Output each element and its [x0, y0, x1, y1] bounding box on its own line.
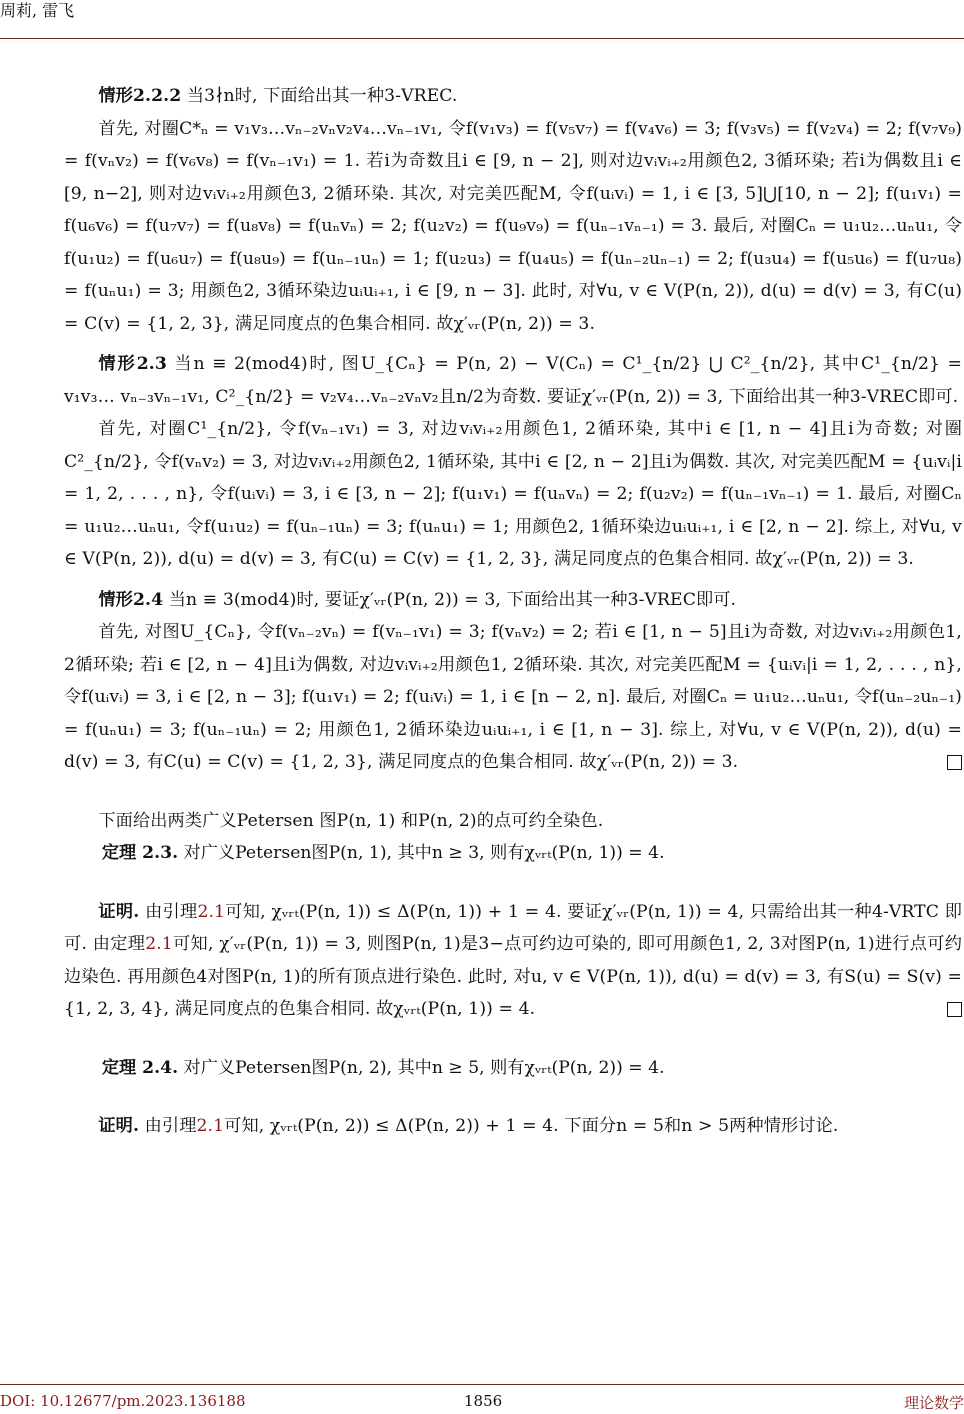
proof-text: 由引理: [144, 1116, 197, 1136]
theorem-link[interactable]: 2.1: [145, 934, 173, 954]
proof-text: 可知, χᵥᵣₜ(P(n, 2)) ≤ Δ(P(n, 2)) + 1 = 4. 下面分n = 5和n > 5两种情形讨论.: [224, 1116, 839, 1136]
page-number: 1856: [464, 1392, 503, 1410]
case-heading: 情形2.2.2: [98, 86, 182, 106]
spacer: [64, 870, 962, 896]
proof-heading: 证明.: [98, 901, 140, 922]
main-content: [64, 72, 962, 1143]
paragraph-case-2-2-2-construction: 首先, 对圈C*ₙ = v₁v₃…vₙ₋₂vₙv₂v₄…vₙ₋₁v₁, 令f(v₁v₃) = f(v₅v₇) = f(v₄v₆) = 3; f(v₃v₅) = f(v₂v₄) = 2; f(v₇v₉) = f(vₙv₂) = f(v₆v₈) = f(vₙ₋₁v₁) = 1. 若i为奇数且i ∈ [9, n − 2], 则对边vᵢvᵢ₊₂用颜色2, 3循环染; 若i为偶数且i ∈ [9, n−2], 则对边vᵢvᵢ₊₂用颜色3, 2循环染. 其次, 对完美匹配M, 令f(uᵢvᵢ) = 1, i ∈ [3, 5]⋃[10, n − 2]; f(u₁v₁) = f(u₆v₆) = f(u₇v₇) = f(u₈v₈) = f(uₙvₙ) = 2; f(u₂v₂) = f(u₉v₉) = f(uₙ₋₁vₙ₋₁) = 3. 最后, 对圈Cₙ = u₁u₂…uₙu₁, 令f(u₁u₂) = f(u₆u₇) = f(u₈u₉) = f(uₙ₋₁uₙ) = 1; f(u₂u₃) = f(u₄u₅) = f(uₙ₋₂uₙ₋₁) = 2; f(u₃u₄) = f(u₅u₆) = f(u₇u₈) = f(uₙu₁) = 3; 用颜色2, 3循环染边uᵢuᵢ₊₁, i ∈ [9, n − 3]. 此时, 对∀u, v ∈ V(P(n, 2)), d(u) = d(v) = 3, 有C(u) = C(v) = {1, 2, 3}, 满足同度点的色集合相同. 故χ′ᵥᵣ(P(n, 2)) = 3.: [64, 118, 962, 334]
case-2-4: [64, 584, 962, 617]
case-heading: 情形2.4: [98, 589, 164, 610]
paragraph-case-2-3-construction: 首先, 对圈C¹_{n/2}, 令f(vₙ₋₁v₁) = 3, 对边vᵢvᵢ₊₂用颜色1, 2循环染, 其中i ∈ [1, n − 4]且i为奇数; 对圈C²_{n/2}, 令f(vₙv₂) = 3, 对边vᵢvᵢ₊₂用颜色2, 1循环染, 其中i ∈ [2, n − 2]且i为偶数. 其次, 对完美匹配M = {uᵢvᵢ|i = 1, 2, . . . , n}, 令f(uᵢvᵢ) = 3, i ∈ [3, n − 2]; f(u₁v₁) = f(uₙvₙ) = 2; f(u₂v₂) = f(uₙ₋₁vₙ₋₁) = 1. 最后, 对圈Cₙ = u₁u₂…uₙu₁, 令f(u₁u₂) = f(uₙ₋₁uₙ) = 3; f(uₙu₁) = 1; 用颜色2, 1循环染边uᵢuᵢ₊₁, i ∈ [2, n − 2]. 综上, 对∀u, v ∈ V(P(n, 2)), d(u) = d(v) = 3, 有C(u) = C(v) = {1, 2, 3}, 满足同度点的色集合相同. 故χ′ᵥᵣ(P(n, 2)) = 3.: [64, 419, 962, 569]
proof-theorem-2-4: [64, 1110, 962, 1143]
intro-sentence: 下面给出两类广义Petersen 图P(n, 1) 和P(n, 2)的点可约全染色.: [98, 810, 604, 831]
spacer: [64, 779, 962, 805]
case-heading: 情形2.3: [98, 354, 167, 374]
proof-heading: 证明.: [98, 1116, 140, 1136]
theorem-heading: 定理 2.4.: [101, 1057, 179, 1078]
lemma-link[interactable]: 2.1: [196, 1116, 225, 1136]
case-text: 当3∤n时, 下面给出其一种3-VREC.: [186, 86, 458, 106]
spacer: [64, 1084, 962, 1110]
theorem-heading: 定理 2.3.: [101, 843, 179, 863]
proof-text: 可知, χ′ᵥᵣ(P(n, 1)) = 3, 则图P(n, 1)是3−点可约边可染的, 即可用颜色1, 2, 3对图P(n, 1)进行点可约边染色. 再用颜色4对图P(n, 1)的所有顶点进行染色. 此时, 对u, v ∈ V(P(n, 1)), d(u) = d(v) = 3, 有S(u) = S(v) = {1, 2, 3, 4}, 满足同度点的色集合相同. 故χᵥᵣₜ(P(n, 1)) = 4.: [64, 934, 962, 1019]
footer-rule: [0, 1384, 964, 1385]
case-2-3: [64, 348, 962, 413]
theorem-2-4: [64, 1052, 962, 1085]
proof-text: 可知, χᵥᵣₜ(P(n, 1)) ≤ Δ(P(n, 1)) + 1 = 4. 要证χ′ᵥᵣ(P(n, 1)) = 4, 只需给出其一种4-VRTC 即可. 由定理: [64, 901, 962, 954]
qed-box: [947, 1002, 962, 1017]
footer-doi-link[interactable]: DOI: 10.12677/pm.2023.136188: [0, 1392, 246, 1410]
case-text: 当n ≡ 3(mod4)时, 要证χ′ᵥᵣ(P(n, 2)) = 3, 下面给出其一种3-VREC即可.: [168, 589, 737, 610]
theorem-statement: 对广义Petersen图P(n, 1), 其中n ≥ 3, 则有χᵥᵣₜ(P(n, 1)) = 4.: [183, 843, 665, 863]
footer-journal-name[interactable]: 理论数学: [903, 1394, 964, 1412]
header-rule: [0, 38, 964, 39]
theorem-statement: 对广义Petersen图P(n, 2), 其中n ≥ 5, 则有χᵥᵣₜ(P(n, 2)) = 4.: [183, 1057, 665, 1078]
paragraph-text: 首先, 对图U_{Cₙ}, 令f(vₙ₋₂vₙ) = f(vₙ₋₁v₁) = 3; f(vₙv₂) = 2; 若i ∈ [1, n − 5]且i为奇数, 对边vᵢvᵢ₊₂用颜色1, 2循环染; 若i ∈ [2, n − 4]且i为偶数, 对边vᵢvᵢ₊₂用颜色1, 2循环染. 其次, 对完美匹配M = {uᵢvᵢ|i = 1, 2, . . . , n}, 令f(uᵢvᵢ) = 3, i ∈ [2, n − 3]; f(u₁v₁) = 2; f(uᵢvᵢ) = 1, i ∈ [n − 2, n]. 最后, 对圈Cₙ = u₁u₂…uₙu₁, 令f(uₙ₋₂uₙ₋₁) = f(uₙu₁) = 3; f(uₙ₋₁uₙ) = 2; 用颜色1, 2循环染边uᵢuᵢ₊₁, i ∈ [1, n − 3]. 综上, 对∀u, v ∈ V(P(n, 2)), d(u) = d(v) = 3, 有C(u) = C(v) = {1, 2, 3}, 满足同度点的色集合相同. 故χ′ᵥᵣ(P(n, 2)) = 3.: [64, 622, 962, 772]
qed-box: [947, 755, 962, 770]
lemma-link[interactable]: 2.1: [197, 901, 226, 922]
theorem-2-3: [64, 837, 962, 870]
case-text: 当n ≡ 2(mod4)时, 图U_{Cₙ} = P(n, 2) − V(Cₙ) = C¹_{n/2} ⋃ C²_{n/2}, 其中C¹_{n/2} = v₁v₃… vₙ₋₃vₙ₋₁v₁, C²_{n/2} = v₂v₄…vₙ₋₂vₙv₂且n/2为奇数. 要证χ′ᵥᵣ(P(n, 2)) = 3, 下面给出其一种3-VREC即可.: [64, 354, 962, 407]
running-header-authors: 周莉, 雷飞: [0, 1, 75, 20]
paragraph-case-2-4-construction: [64, 616, 962, 779]
spacer: [64, 1026, 962, 1052]
case-2-2-2: [64, 80, 962, 113]
proof-theorem-2-3: [64, 896, 962, 1026]
proof-text: 由引理: [145, 901, 198, 922]
